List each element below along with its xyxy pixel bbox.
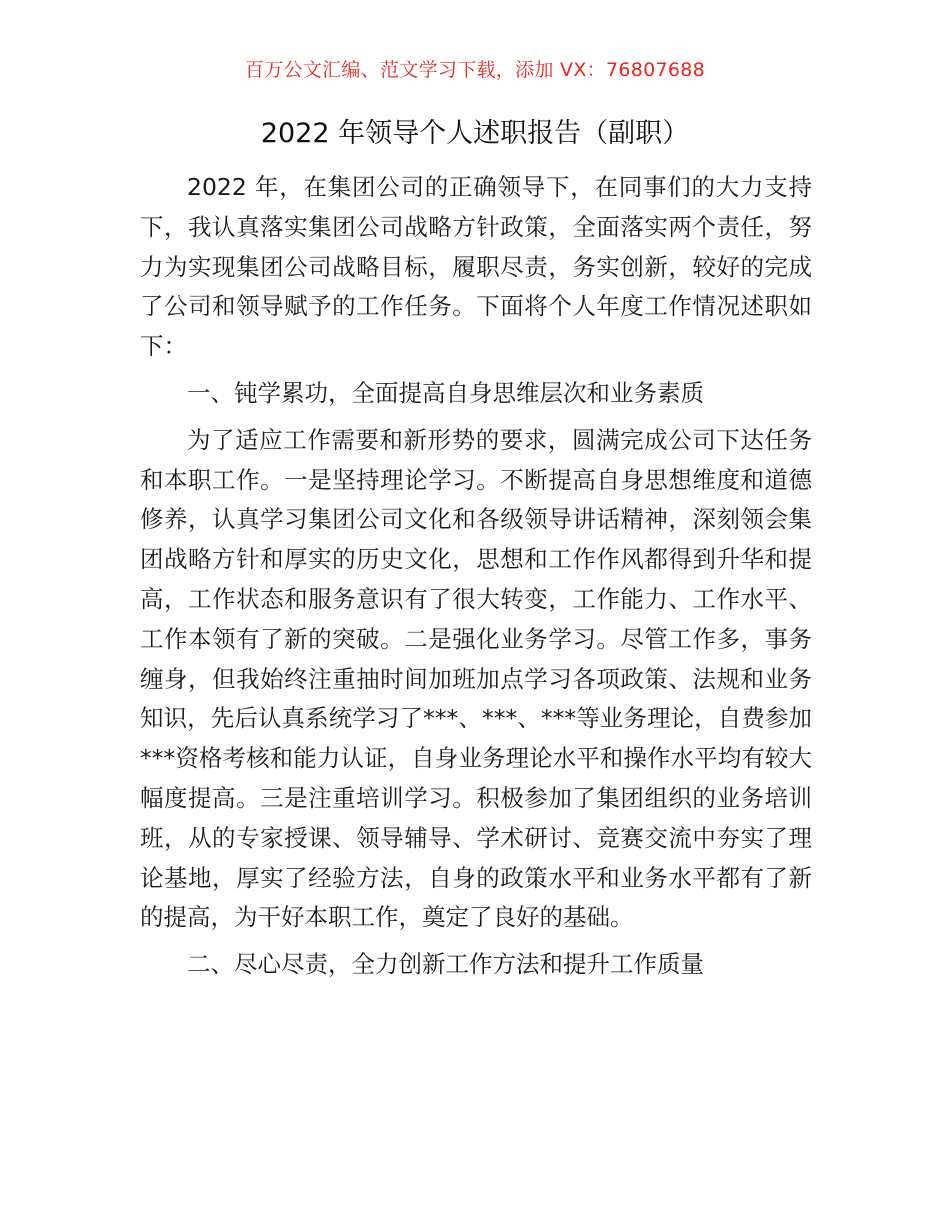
section-heading-1: 一、钝学累功，全面提高自身思维层次和业务素质 xyxy=(187,378,704,407)
section-1-paragraph: 为了适应工作需要和新形势的要求，圆满完成公司下达任务和本职工作。一是坚持理论学习。不断提高自身思想维度和道德修养，认真学习集团公司文化和各级领导讲话精神，深刻领会集团战略方针和厚实的历史文化，思想和工作作风都得到升华和提高，工作状态和服务意识有了很大转变，工作能力、工作水平、工作本领有了新的突破。二是强化业务学习。尽管工作多，事务缠身，但我始终注重抽时间加班加点学习各项政策、法规和业务知识，先后认真系统学习了***、***、***等业务理论，自费参加***资格考核和能力认证，自身业务理论水平和操作水平均有较大幅度提高。三是注重培训学习。积极参加了集团组织的业务培训班，从的专家授课、领导辅导、学术研讨、竞赛交流中夯实了理论基地，厚实了经验方法，自身的政策水平和业务水平都有了新的提高，为干好本职工作，奠定了良好的基础。 xyxy=(140,425,812,932)
header-watermark-note: 百万公文汇编、范文学习下载，添加 VX：76807688 xyxy=(244,59,706,81)
document-body xyxy=(140,168,812,985)
intro-paragraph: 2022 年，在集团公司的正确领导下，在同事们的大力支持下，我认真落实集团公司战略方针政策，全面落实两个责任，努力为实现集团公司战略目标，履职尽责，务实创新，较好的完成了公司和领导赋予的工作任务。下面将个人年度工作情况述职如下： xyxy=(140,173,812,361)
section-heading-2: 二、尽心尽责，全力创新工作方法和提升工作质量 xyxy=(187,950,704,979)
document-title: 2022 年领导个人述职报告（副职） xyxy=(260,118,690,149)
